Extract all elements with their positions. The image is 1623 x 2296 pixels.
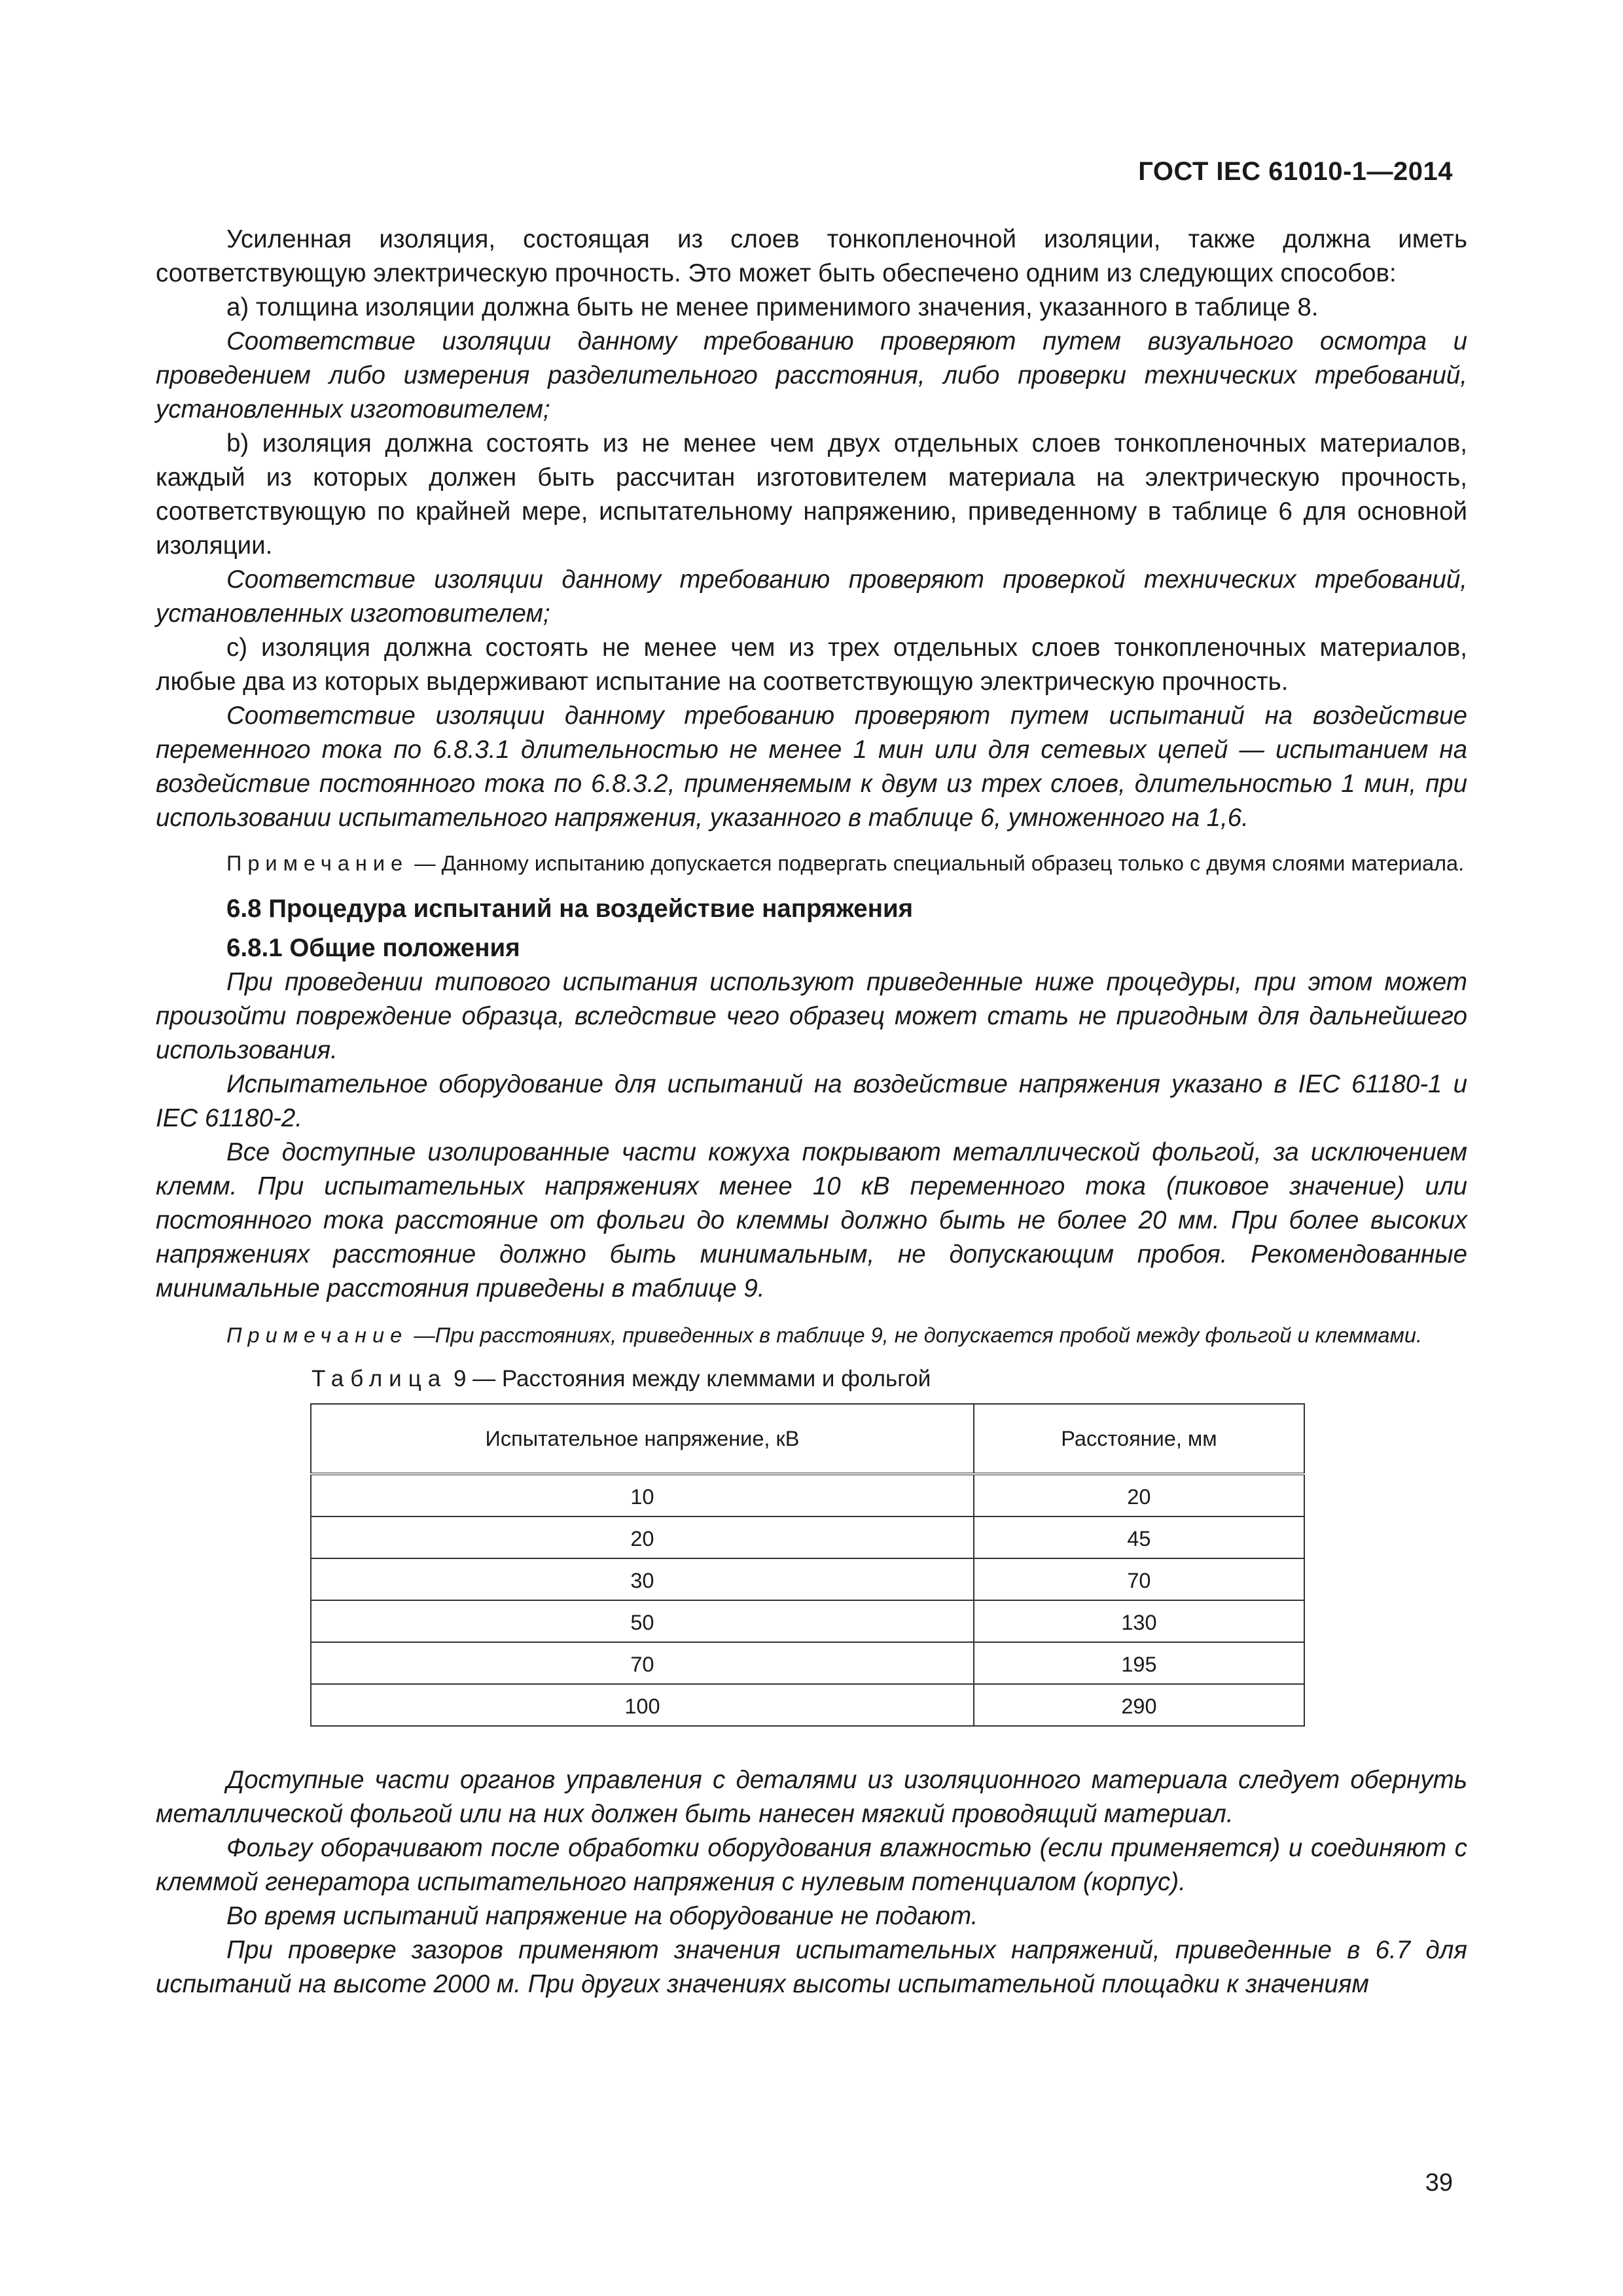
- table-cell: 20: [311, 1516, 974, 1558]
- table-row: [311, 1516, 1304, 1558]
- table-caption: [156, 1364, 1467, 1394]
- note: [156, 1321, 1467, 1350]
- paragraph-compliance: Соответствие изоляции данному требованию проверяют проверкой технических требований, установленных изготовителем;: [156, 565, 1467, 628]
- section-heading: 6.8 Процедура испытаний на воздействие напряжения: [226, 895, 914, 923]
- table-row: [311, 1474, 1304, 1516]
- note: [156, 850, 1467, 878]
- paragraph: Доступные части органов управления с деталями из изоляционного материала следует обернуть металлической фольгой или на них должен быть нанесен мягкий проводящий материал.: [156, 1766, 1467, 1828]
- list-item-c: c) изоляция должна состоять не менее чем из трех отдельных слоев тонкопленочных материалов, любые два из которых выдерживают испытание на соответствующую электрическую прочность.: [156, 634, 1467, 696]
- note-label: Примечание: [226, 852, 409, 875]
- column-header-distance: Расстояние, мм: [974, 1404, 1304, 1474]
- table-cell: 45: [974, 1516, 1304, 1558]
- table-cell: 20: [974, 1474, 1304, 1516]
- table-cell: 70: [974, 1558, 1304, 1600]
- note-label: Примечание: [226, 1323, 408, 1347]
- table-cell: 100: [311, 1684, 974, 1726]
- page-number: 39: [1425, 2169, 1453, 2197]
- column-header-voltage: Испытательное напряжение, кВ: [311, 1404, 974, 1474]
- table-cell: 195: [974, 1642, 1304, 1684]
- table-cell: 70: [311, 1642, 974, 1684]
- distance-table: [310, 1403, 1305, 1727]
- paragraph: Испытательное оборудование для испытаний на воздействие напряжения указано в IEC 61180-1 и IEC 61180-2.: [156, 1070, 1467, 1132]
- table-cell: 290: [974, 1684, 1304, 1726]
- table-row: [311, 1642, 1304, 1684]
- paragraph: При проверке зазоров применяют значения испытательных напряжений, приведенные в 6.7 для испытаний на высоте 2000 м. При других значениях высоты испытательной площадки к значениям: [156, 1936, 1467, 1998]
- note-text: — Данному испытанию допускается подвергать специальный образец только с двумя слоями материала.: [408, 852, 1465, 875]
- note-text: —При расстояниях, приведенных в таблице 9, не допускается пробой между фольгой и клеммами.: [408, 1323, 1422, 1347]
- table-caption-label: Таблица: [312, 1366, 448, 1391]
- table-row: [311, 1684, 1304, 1726]
- table-caption-text: 9 — Расстояния между клеммами и фольгой: [447, 1366, 931, 1391]
- table-cell: 10: [311, 1474, 974, 1516]
- document-code: ГОСТ IEC 61010-1—2014: [1138, 157, 1453, 186]
- table-cell: 30: [311, 1558, 974, 1600]
- paragraph: Во время испытаний напряжение на оборудование не подают.: [226, 1902, 978, 1930]
- table-row: [311, 1558, 1304, 1600]
- paragraph-compliance: Соответствие изоляции данному требованию проверяют путем испытаний на воздействие переменного тока по 6.8.3.1 длительностью не менее 1 мин или для сетевых цепей — испытанием на воздействие постоянного тока по 6.8.3.2, применяемым к двум из трех слоев, длительностью 1 мин, при использовании испытательного напряжения, указанного в таблице 6, умноженного на 1,6.: [156, 702, 1467, 832]
- table-row: [311, 1600, 1304, 1642]
- subsection-heading: 6.8.1 Общие положения: [226, 934, 520, 962]
- table-header-row: [311, 1404, 1304, 1474]
- list-item-b: b) изоляция должна состоять из не менее чем двух отдельных слоев тонкопленочных материалов, каждый из которых должен быть рассчитан изготовителем материала на электрическую прочность, соответствующую по крайней мере, испытательному напряжению, приведенному в таблице 6 для основной изоляции.: [156, 429, 1467, 560]
- paragraph: При проведении типового испытания используют приведенные ниже процедуры, при этом может произойти повреждение образца, вследствие чего образец может стать не пригодным для дальнейшего использования.: [156, 968, 1467, 1064]
- list-item-a: a) толщина изоляции должна быть не менее применимого значения, указанного в таблице 8.: [226, 293, 1319, 321]
- page-content: [156, 223, 1467, 2001]
- paragraph: Фольгу оборачивают после обработки оборудования влажностью (если применяется) и соединяют с клеммой генератора испытательного напряжения с нулевым потенциалом (корпус).: [156, 1834, 1467, 1896]
- paragraph: Все доступные изолированные части кожуха покрывают металлической фольгой, за исключением клемм. При испытательных напряжениях менее 10 кВ переменного тока (пиковое значение) или постоянного тока расстояние от фольги до клеммы должно быть не более 20 мм. При более высоких напряжениях расстояние должно быть минимальным, не допускающим пробоя. Рекомендованные минимальные расстояния приведены в таблице 9.: [156, 1138, 1467, 1302]
- paragraph-compliance: Соответствие изоляции данному требованию проверяют путем визуального осмотра и проведением либо измерения разделительного расстояния, либо проверки технических требований, установленных изготовителем;: [156, 327, 1467, 423]
- table-cell: 50: [311, 1600, 974, 1642]
- paragraph: Усиленная изоляция, состоящая из слоев тонкопленочной изоляции, также должна иметь соответствующую электрическую прочность. Это может быть обеспечено одним из следующих способов:: [156, 225, 1467, 287]
- table-cell: 130: [974, 1600, 1304, 1642]
